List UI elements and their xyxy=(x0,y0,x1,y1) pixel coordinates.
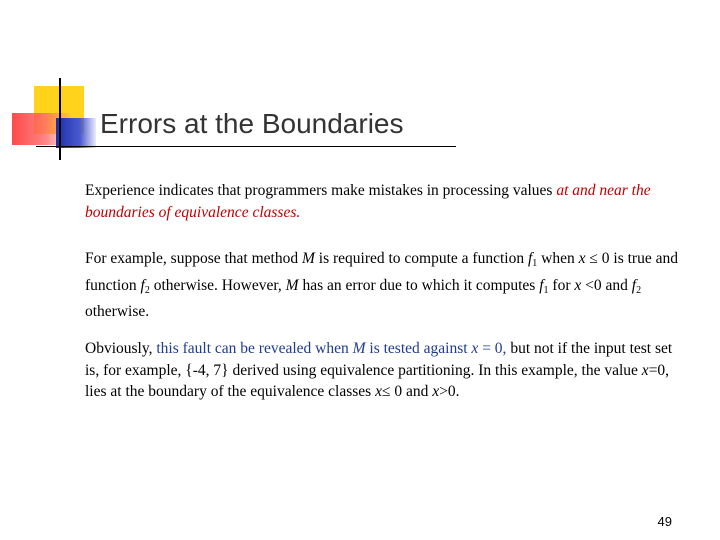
decor-vertical-line xyxy=(59,78,61,160)
text-run: ≤ 0 and xyxy=(381,383,433,400)
var-x: x xyxy=(375,383,382,400)
text-run: <0 and xyxy=(581,276,632,294)
var-f: f xyxy=(140,276,145,294)
var-f: f xyxy=(527,250,533,267)
text-run: = 0, xyxy=(478,340,507,357)
var-x: x xyxy=(574,276,582,294)
paragraph-obviously xyxy=(85,338,685,403)
text-run: this fault can be revealed when xyxy=(156,340,353,357)
text-run: has an error due to which it computes xyxy=(298,276,540,294)
text-run: Experience indicates that programmers make mistakes in processing values xyxy=(85,182,557,199)
page-number: 49 xyxy=(657,514,672,529)
var-x: x xyxy=(471,340,479,357)
subscript: 2 xyxy=(636,284,642,296)
var-M: M xyxy=(285,276,299,294)
var-M: M xyxy=(301,250,315,267)
text-run: >0. xyxy=(439,383,460,400)
text-run: but not if the input test set is, for example, {-4, 7} derived using equivalence partitioning. In this example, the value xyxy=(85,340,673,379)
subscript: 1 xyxy=(532,258,538,269)
var-f: f xyxy=(539,276,544,294)
var-x: x xyxy=(432,383,440,400)
text-run: is required to compute a function xyxy=(314,250,528,267)
paragraph-example xyxy=(85,248,685,323)
highlight-text: at and near the boundaries of equivalence classes. xyxy=(85,182,651,221)
text-run: otherwise. However, xyxy=(149,276,286,294)
text-run: ≤ 0 is true and function xyxy=(85,250,678,294)
text-run: when xyxy=(537,250,579,267)
slide-title: Errors at the Boundaries xyxy=(100,108,404,139)
decor-blue-square xyxy=(56,118,96,148)
var-M: M xyxy=(352,340,366,357)
title-underline xyxy=(36,146,456,147)
var-x: x xyxy=(641,361,649,379)
text-run: otherwise. xyxy=(85,303,150,320)
subscript: 2 xyxy=(144,284,150,296)
text-run: is tested against xyxy=(365,340,472,357)
var-f: f xyxy=(631,276,637,294)
highlight-text xyxy=(156,340,506,357)
subscript: 1 xyxy=(543,284,549,296)
paragraph-experience xyxy=(85,180,685,223)
text-run: for xyxy=(548,276,575,294)
var-x: x xyxy=(578,250,586,267)
text-run: For example, suppose that method xyxy=(85,250,302,267)
text-run: Obviously, xyxy=(85,340,157,357)
text-run: =0, lies at the boundary of the equivalence classes xyxy=(85,361,670,400)
